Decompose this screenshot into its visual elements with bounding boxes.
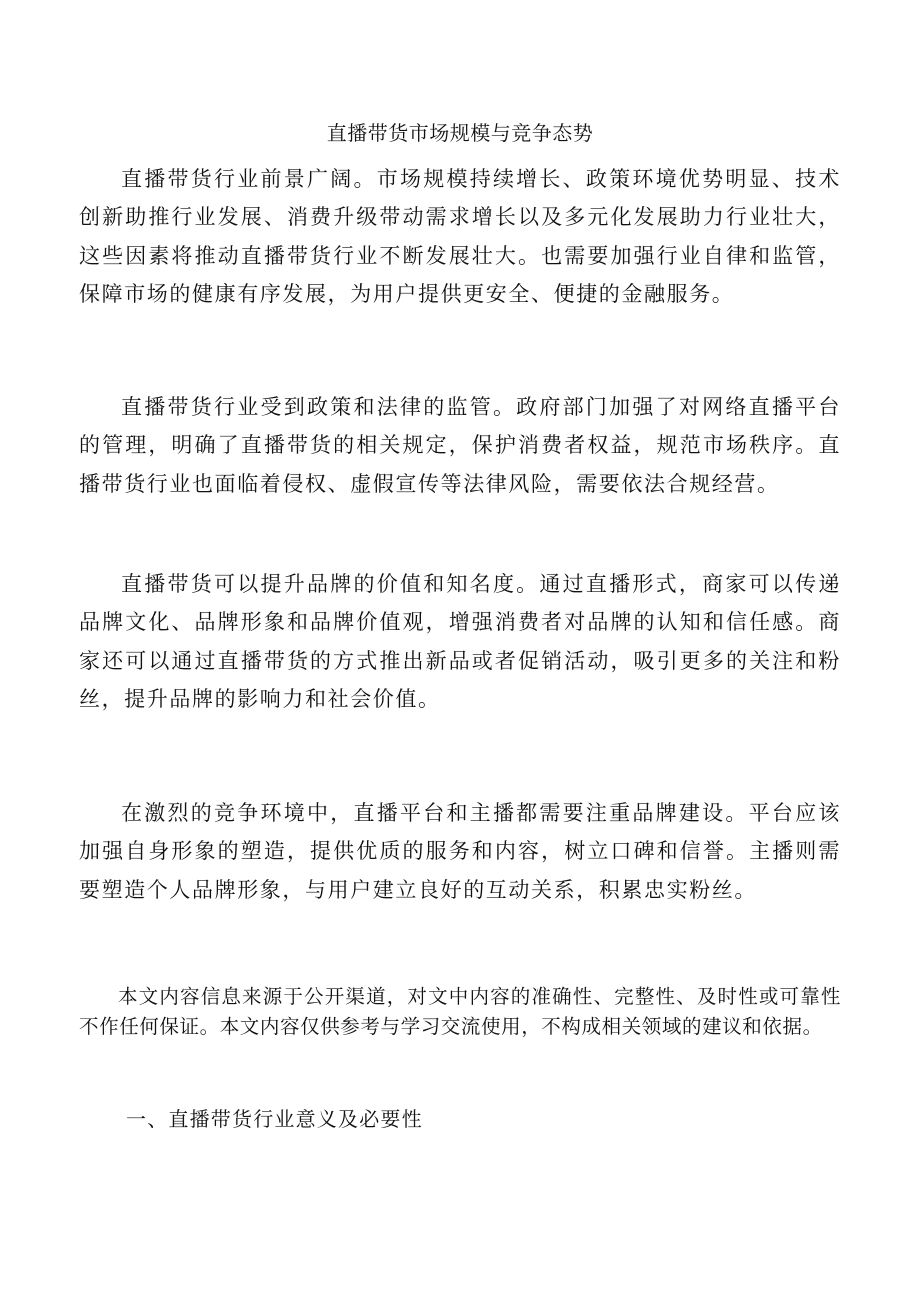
disclaimer-paragraph: 本文内容信息来源于公开渠道，对文中内容的准确性、完整性、及时性或可靠性不作任何保证。本文内容仅供参考与学习交流使用，不构成相关领域的建议和依据。 (79, 985, 841, 1038)
section-heading: 一、直播带货行业意义及必要性 (126, 1107, 423, 1131)
document-title: 直播带货市场规模与竞争态势 (326, 121, 594, 145)
paragraph-3: 直播带货可以提升品牌的价值和知名度。通过直播形式，商家可以传递品牌文化、品牌形象和品牌价值观，增强消费者对品牌的认知和信任感。商家还可以通过直播带货的方式推出新品或者促销活动，吸引更多的关注和粉丝，提升品牌的影响力和社会价值。 (79, 572, 841, 711)
paragraph-1: 直播带货行业前景广阔。市场规模持续增长、政策环境优势明显、技术创新助推行业发展、消费升级带动需求增长以及多元化发展助力行业壮大，这些因素将推动直播带货行业不断发展壮大。也需要加强行业自律和监管，保障市场的健康有序发展，为用户提供更安全、便捷的金融服务。 (79, 167, 841, 306)
paragraph-2: 直播带货行业受到政策和法律的监管。政府部门加强了对网络直播平台的管理，明确了直播带货的相关规定，保护消费者权益，规范市场秩序。直播带货行业也面临着侵权、虚假宣传等法律风险，需要依法合规经营。 (79, 395, 841, 496)
paragraph-4: 在激烈的竞争环境中，直播平台和主播都需要注重品牌建设。平台应该加强自身形象的塑造，提供优质的服务和内容，树立口碑和信誉。主播则需要塑造个人品牌形象，与用户建立良好的互动关系，积累忠实粉丝。 (79, 801, 841, 902)
